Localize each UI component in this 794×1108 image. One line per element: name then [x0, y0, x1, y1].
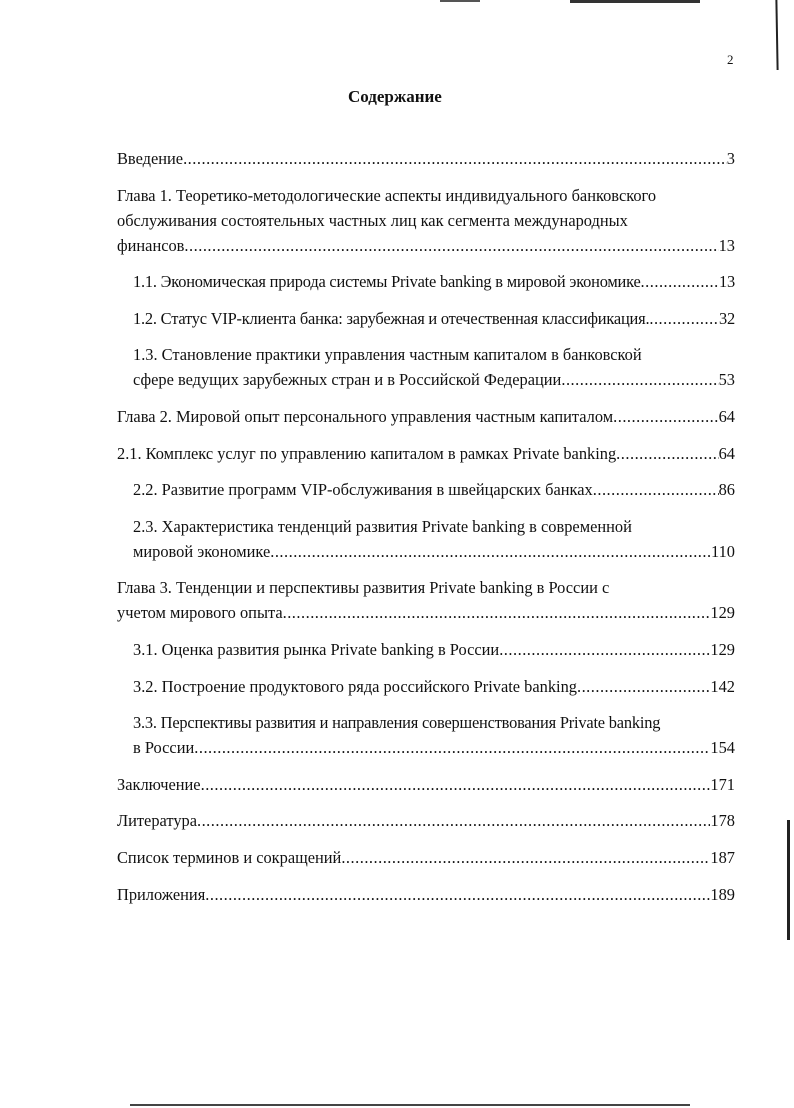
toc-entry-title: Глава 2. Мировой опыт персонального управления частным капиталом	[117, 406, 614, 426]
toc-page-number: 13	[719, 272, 735, 292]
toc-entry-title: 1.1. Экономическая природа системы Private banking в мировой экономике	[133, 272, 641, 292]
leader-dots	[641, 269, 719, 294]
toc-page-number: 129	[710, 603, 735, 623]
toc-entry-section-2-2	[117, 477, 735, 502]
leader-dots	[593, 477, 719, 502]
toc-page-number: 129	[710, 639, 735, 659]
toc-entry-chapter-1	[117, 183, 735, 258]
toc-entry-section-3-1	[117, 637, 735, 662]
scan-artifact-right-edge	[775, 0, 778, 70]
toc-entry-title: финансов	[117, 235, 185, 255]
toc-entry-section-2-3	[117, 514, 735, 564]
toc-page-number: 86	[718, 480, 735, 500]
toc-entry-title: Список терминов и сокращений	[117, 847, 342, 867]
leader-dots	[184, 233, 718, 258]
leader-dots	[499, 637, 710, 662]
toc-entry-terms	[117, 845, 735, 870]
leader-dots	[577, 674, 710, 699]
toc-entry-section-3-2	[117, 674, 735, 699]
toc-entry-title-line: 2.3. Характеристика тенденций развития Private banking в современной	[133, 516, 632, 536]
toc-page-number: 64	[718, 406, 735, 426]
toc-entry-section-3-3	[117, 710, 735, 760]
toc-page-number: 189	[710, 884, 735, 904]
leader-dots	[616, 441, 718, 466]
leader-dots	[341, 845, 710, 870]
toc-entry-title: сфере ведущих зарубежных стран и в Российской Федерации	[133, 370, 562, 390]
leader-dots	[283, 600, 711, 625]
leader-dots	[270, 539, 711, 564]
toc-entry-section-1-3	[117, 342, 735, 392]
toc-entry-title-line: 1.3. Становление практики управления частным капиталом в банковской	[133, 345, 642, 365]
toc-page-number: 187	[710, 847, 735, 867]
toc-entry-title: мировой экономике	[133, 541, 271, 561]
toc-entry-title: 3.1. Оценка развития рынка Private banking в России	[133, 639, 500, 659]
table-of-contents	[117, 146, 735, 918]
toc-entry-section-1-2	[117, 306, 735, 331]
leader-dots	[561, 367, 718, 392]
toc-entry-title: 2.2. Развитие программ VIP-обслуживания в швейцарских банках	[133, 480, 593, 500]
toc-page-number: 178	[710, 811, 735, 831]
toc-page-number: 64	[718, 443, 735, 463]
toc-page-number: 171	[710, 774, 735, 794]
toc-entry-title: Приложения	[117, 884, 206, 904]
toc-page-number: 110	[711, 541, 735, 561]
page-title: Содержание	[348, 87, 442, 106]
toc-entry-introduction	[117, 146, 735, 171]
leader-dots	[197, 808, 710, 833]
toc-page-number: 13	[718, 235, 735, 255]
toc-entry-chapter-2	[117, 404, 735, 429]
toc-entry-title: 2.1. Комплекс услуг по управлению капиталом в рамках Private banking	[117, 443, 617, 463]
toc-entry-literature	[117, 808, 735, 833]
scan-artifact-top-line	[570, 0, 700, 3]
toc-entry-title: 1.2. Статус VIP-клиента банка: зарубежная и отечественная классификация.	[133, 308, 650, 328]
toc-entry-title: 3.2. Построение продуктового ряда российского Private banking	[133, 676, 577, 696]
scan-artifact-top-dash	[440, 0, 480, 2]
leader-dots	[183, 146, 727, 171]
toc-entry-title: Введение	[117, 149, 184, 168]
toc-page-number: 154	[710, 738, 735, 758]
toc-entry-conclusion	[117, 772, 735, 797]
toc-entry-title: в России	[133, 738, 195, 758]
page-number: 2	[727, 52, 734, 67]
toc-entry-title: Литература	[117, 811, 197, 831]
toc-entry-title: учетом мирового опыта	[117, 603, 283, 623]
toc-entry-title-line: обслуживания состоятельных частных лиц как сегмента международных	[117, 210, 628, 230]
toc-page-number: 53	[718, 370, 735, 390]
toc-page-number: 142	[710, 676, 735, 696]
leader-dots	[613, 404, 718, 429]
toc-entry-title: Заключение	[117, 774, 201, 794]
leader-dots	[194, 735, 710, 760]
scan-artifact-right-edge-lower	[787, 820, 790, 940]
scan-artifact-bottom-line	[130, 1104, 690, 1106]
toc-entry-title-line: Глава 1. Теоретико-методологические аспекты индивидуального банковского	[117, 185, 657, 205]
leader-dots	[205, 882, 710, 907]
leader-dots	[201, 772, 711, 797]
toc-entry-chapter-3	[117, 575, 735, 625]
toc-entry-section-2-1	[117, 441, 735, 466]
toc-entry-title-line: Глава 3. Тенденции и перспективы развития Private banking в России с	[117, 578, 610, 598]
toc-entry-section-1-1	[117, 269, 735, 294]
toc-page-number: 32	[719, 308, 735, 328]
leader-dots	[649, 306, 719, 331]
toc-entry-title-line: 3.3. Перспективы развития и направления совершенствования Private banking	[133, 713, 661, 733]
toc-page-number: 3	[726, 149, 735, 168]
toc-entry-appendices	[117, 882, 735, 907]
